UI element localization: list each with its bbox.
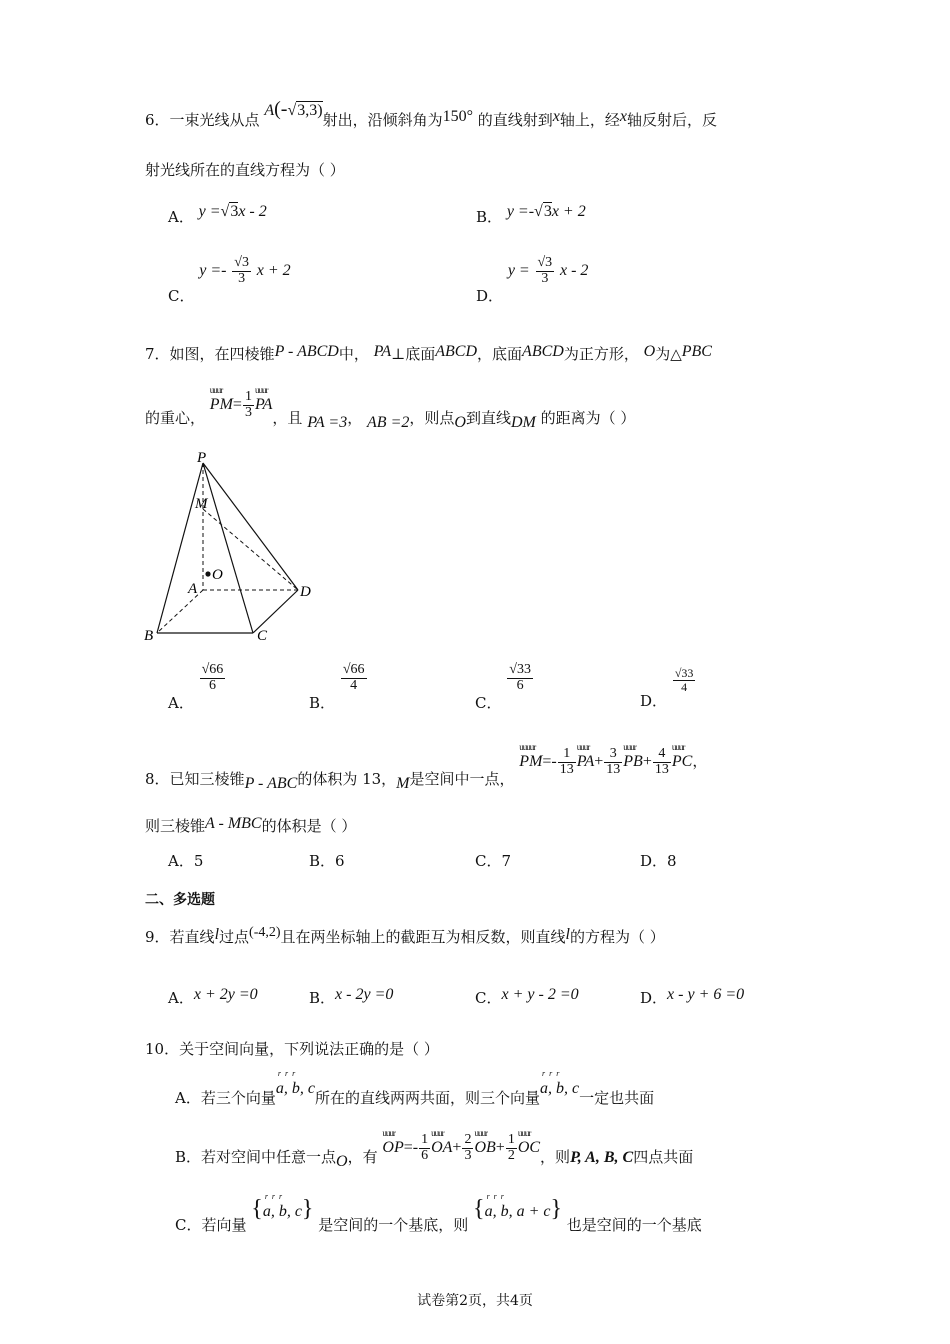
- q10-stem: 10．关于空间向量，下列说法正确的是（ ）: [145, 1040, 439, 1058]
- label-c: C: [257, 628, 268, 644]
- q7-option-c[interactable]: C． $\frac{√33}{6}$: [475, 662, 531, 713]
- q7-line1: 7．如图，在四棱锥P - ABCD中， PA⊥底面ABCD，底面ABCD为正方形， O为△PBC: [145, 343, 712, 363]
- label-d: D: [300, 584, 311, 600]
- q6-line1: 6．一束光线从点 A(-√3,3)射出，沿倾斜角为150° 的直线射到x轴上，经x轴反射后，反: [145, 98, 718, 129]
- q9-option-b[interactable]: B．x - 2y =0: [309, 986, 394, 1007]
- q7-option-d[interactable]: D． $\frac{√33}{4}$: [640, 666, 694, 711]
- q6-line2: 射光线所在的直线方程为（ ）: [145, 161, 345, 179]
- label-o: O: [212, 567, 223, 583]
- q8-line2: 则三棱锥A - MBC的体积是（ ）: [145, 815, 357, 835]
- q7-option-b[interactable]: B． $\frac{√66}{4}$: [309, 662, 365, 713]
- q9-option-c[interactable]: C．x + y - 2 =0: [475, 986, 579, 1007]
- q9-line: 9．若直线l过点(-4,2)且在两坐标轴上的截距互为相反数，则直线l的方程为（ ）: [145, 925, 665, 946]
- q7-line2: 的重心， uuur PM= $\frac{1}{3}$ uuur PA，且 PA =3， AB =2，则点O到直线DM 的距离为（ ）: [145, 390, 635, 420]
- q8-option-b[interactable]: B．6: [309, 852, 345, 870]
- q10-option-b[interactable]: B．若对空间中任意一点O，有 uuur OP=- $\frac{1}{6}$ uuur OA+ $\frac{2}{3}$ uuur OB+ $\frac{1}{2}$ uuur OC，则P, A, B, C四点共面: [175, 1133, 693, 1163]
- q6-point-a: A(-√3,3): [264, 98, 323, 120]
- q8-option-a[interactable]: A．5: [168, 852, 204, 870]
- section-heading: 二、多选题: [145, 892, 215, 908]
- q8-option-c[interactable]: C．7: [475, 852, 512, 870]
- q10-option-c[interactable]: C．若向量 {r r r a, b, c} 是空间的一个基底，则 {r r r a, b, a + c} 也是空间的一个基底: [175, 1196, 702, 1223]
- q6-option-b[interactable]: B． y =-√3x + 2: [476, 203, 586, 226]
- q6-option-d[interactable]: D． y = $\frac{√3}{3}$ x - 2: [476, 255, 589, 306]
- q8-line1: 8．已知三棱锥P - ABC的体积为 13，M是空间中一点， uuuur PM=- $\frac{1}{13}$ uuur PA+ $\frac{3}{13}$ uuur PB+ $\frac{4}{13}$ uuur PC，: [145, 747, 707, 777]
- point-o: [205, 571, 210, 576]
- label-a: A: [188, 581, 198, 597]
- pyramid-figure: [140, 445, 330, 650]
- label-b: B: [144, 628, 154, 644]
- q6-option-c[interactable]: C． y =- $\frac{√3}{3}$ x + 2: [168, 255, 291, 306]
- q9-option-d[interactable]: D．x - y + 6 =0: [640, 986, 745, 1007]
- label-m: M: [195, 496, 208, 512]
- q7-option-a[interactable]: A． $\frac{√66}{6}$: [168, 662, 224, 713]
- q10-option-a[interactable]: A．若三个向量r r r a, b, c所在的直线两两共面，则三个向量r r r a, b, c一定也共面: [175, 1077, 654, 1098]
- label-p: P: [197, 450, 207, 466]
- q6-option-a[interactable]: A． y =√3x - 2: [168, 203, 267, 226]
- q8-option-d[interactable]: D．8: [640, 852, 677, 870]
- page-footer: 试卷第2页，共4页: [417, 1293, 533, 1309]
- q9-option-a[interactable]: A．x + 2y =0: [168, 986, 258, 1007]
